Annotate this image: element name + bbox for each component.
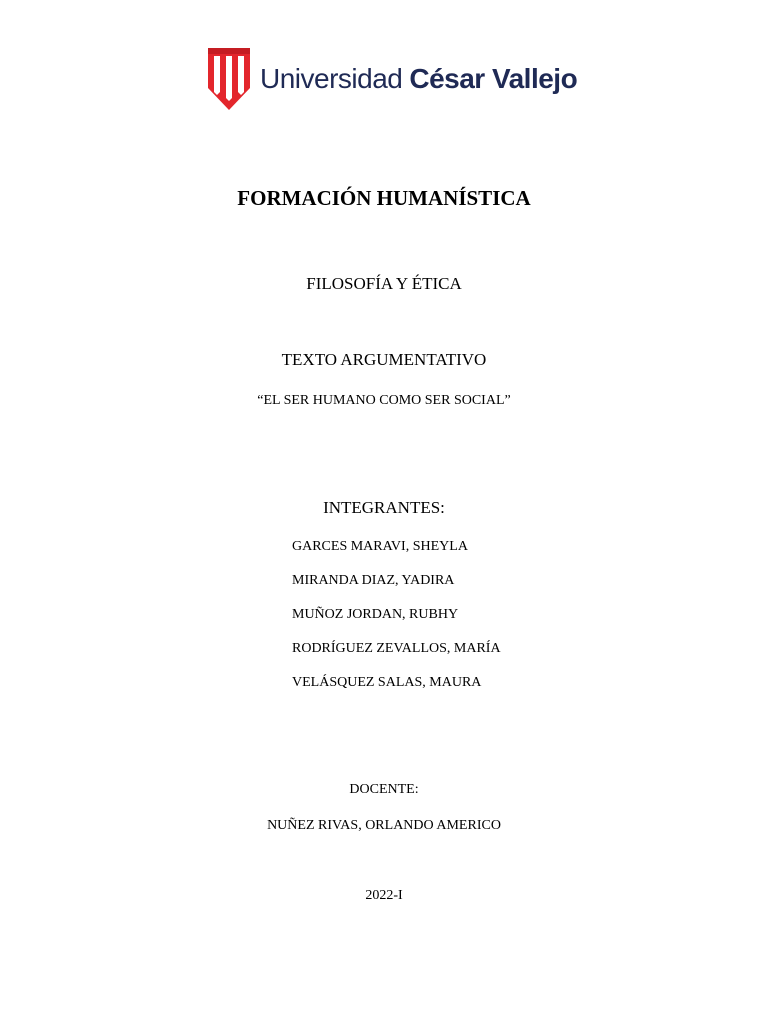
university-name-light: Universidad [260,63,403,94]
teacher-name: NUÑEZ RIVAS, ORLANDO AMERICO [267,818,501,833]
teacher-heading: DOCENTE: [349,782,419,797]
subject-name: FILOSOFÍA Y ÉTICA [306,274,462,293]
member-name: MIRANDA DIAZ, YADIRA [292,573,455,588]
members-heading: INTEGRANTES: [323,498,445,517]
university-name [260,63,577,95]
document-theme: “EL SER HUMANO COMO SER SOCIAL” [257,393,511,408]
member-name: VELÁSQUEZ SALAS, MAURA [292,675,482,690]
document-type: TEXTO ARGUMENTATIVO [281,350,487,369]
members-list [292,538,501,708]
academic-period: 2022-I [365,888,403,903]
member-name: MUÑOZ JORDAN, RUBHY [292,607,459,622]
course-title: FORMACIÓN HUMANÍSTICA [237,186,531,210]
ucv-crest-icon [208,48,250,110]
university-logo [208,48,577,110]
university-name-bold: César Vallejo [409,63,578,94]
member-name: RODRÍGUEZ ZEVALLOS, MARÍA [292,641,501,656]
member-name: GARCES MARAVI, SHEYLA [292,539,468,554]
